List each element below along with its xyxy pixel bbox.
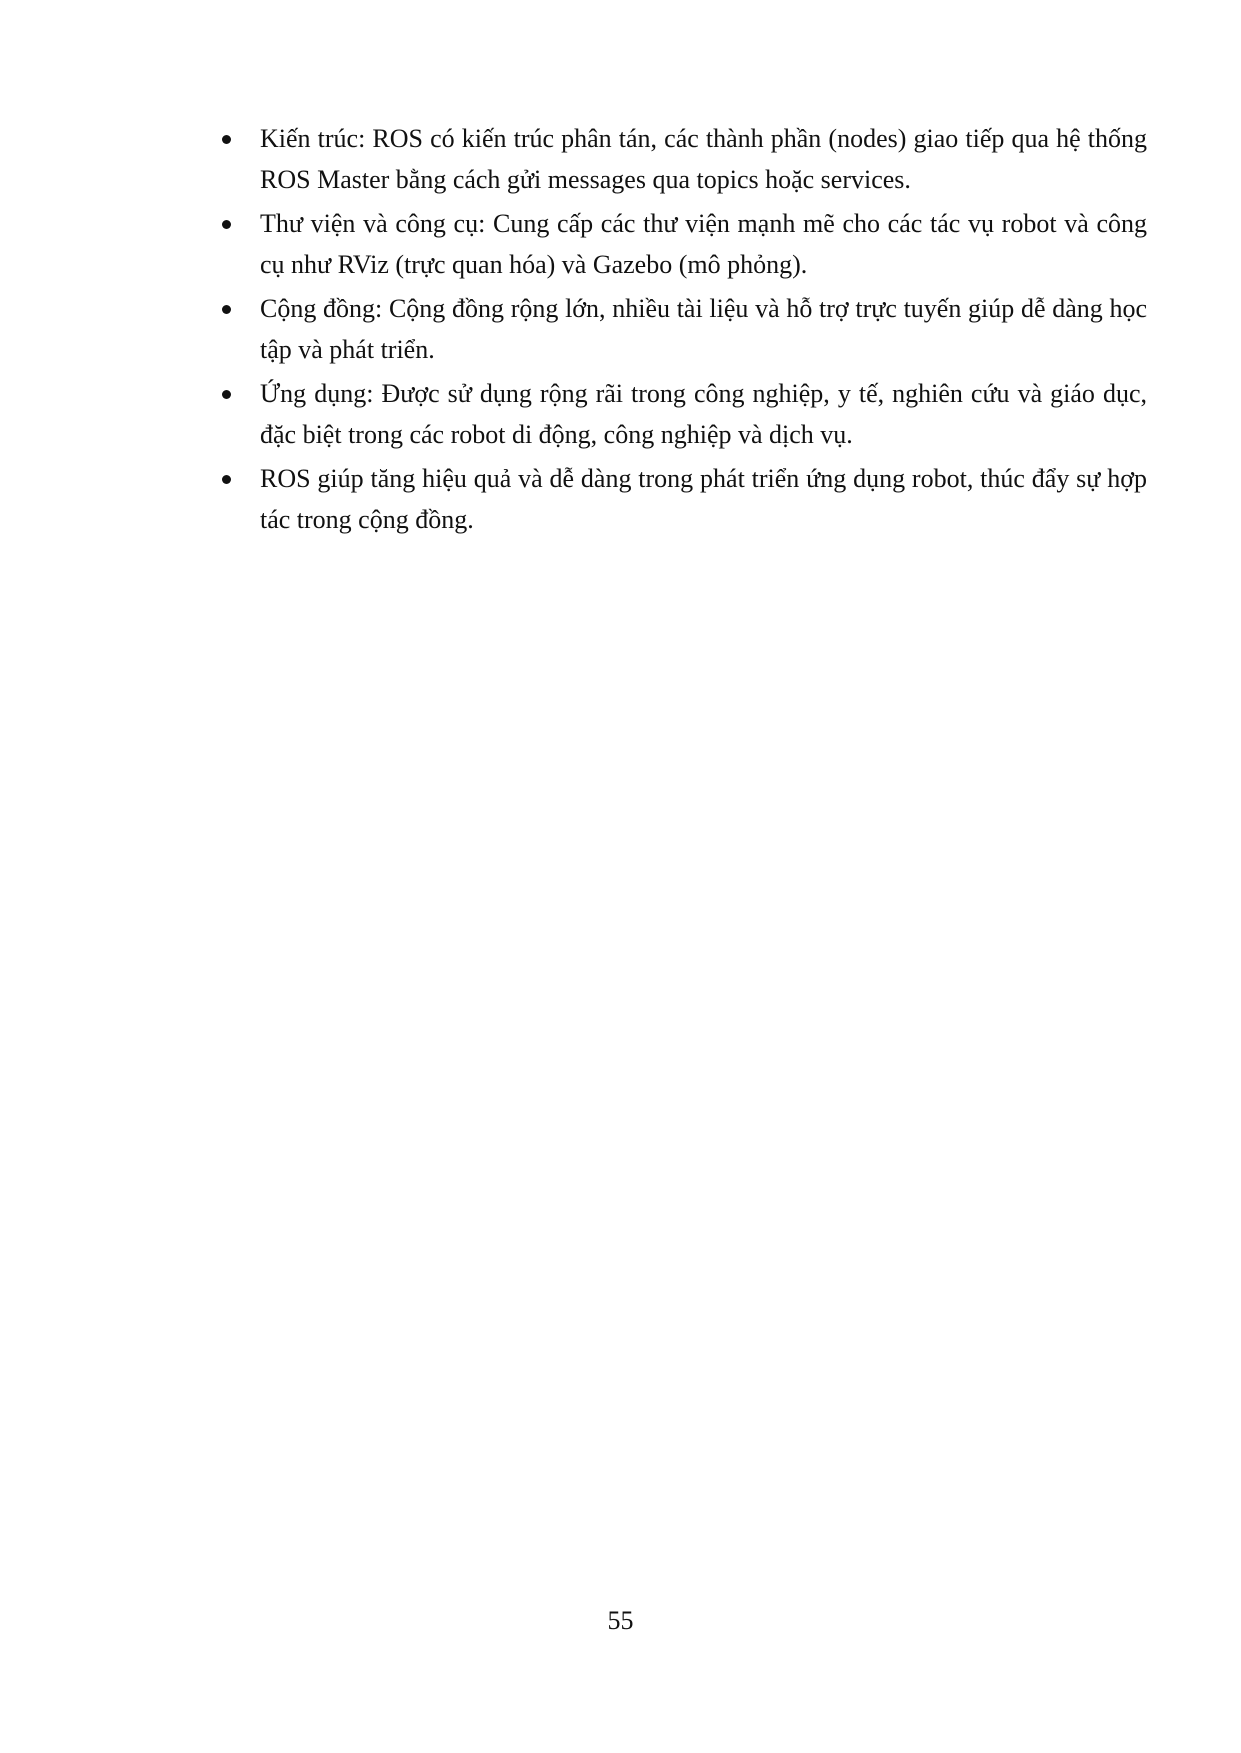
bullet-dot-icon	[222, 135, 231, 144]
bullet-text: Cộng đồng: Cộng đồng rộng lớn, nhiều tài liệu và hỗ trợ trực tuyến giúp dễ dàng học tập và phát triển.	[260, 294, 1147, 364]
bullet-dot-icon	[222, 220, 231, 229]
bullet-text: Thư viện và công cụ: Cung cấp các thư viện mạnh mẽ cho các tác vụ robot và công cụ như RViz (trực quan hóa) và Gazebo (mô phỏng).	[260, 209, 1147, 279]
bullet-text: ROS giúp tăng hiệu quả và dễ dàng trong phát triển ứng dụng robot, thúc đẩy sự hợp tác trong cộng đồng.	[260, 464, 1147, 534]
bullet-item-summary	[222, 458, 1147, 540]
bullet-dot-icon	[222, 475, 231, 484]
bullet-item-libraries-tools	[222, 203, 1147, 285]
bullet-list	[222, 118, 1147, 543]
bullet-text: Ứng dụng: Được sử dụng rộng rãi trong công nghiệp, y tế, nghiên cứu và giáo dục, đặc biệt trong các robot di động, công nghiệp và dịch vụ.	[260, 379, 1147, 449]
page-number: 55	[607, 1606, 634, 1635]
bullet-item-community	[222, 288, 1147, 370]
bullet-item-applications	[222, 373, 1147, 455]
bullet-dot-icon	[222, 305, 231, 314]
bullet-item-architecture	[222, 118, 1147, 200]
bullet-dot-icon	[222, 390, 231, 399]
bullet-text: Kiến trúc: ROS có kiến trúc phân tán, các thành phần (nodes) giao tiếp qua hệ thống ROS Master bằng cách gửi messages qua topics hoặc services.	[260, 124, 1147, 194]
